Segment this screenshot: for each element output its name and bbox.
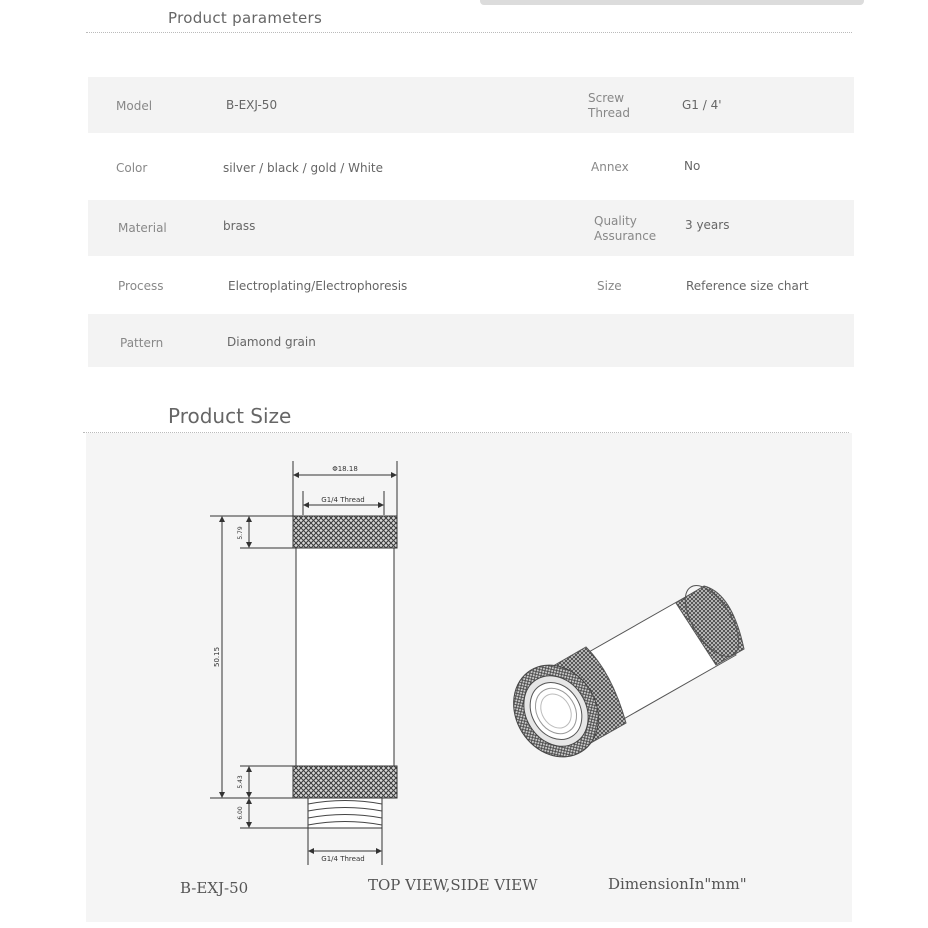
param-label-size: Size	[597, 279, 622, 293]
dim-thread-length: 6.00	[237, 806, 244, 820]
caption-views: TOP VIEW,SIDE VIEW	[368, 876, 538, 894]
param-value-material: brass	[223, 219, 256, 233]
param-value-pattern: Diamond grain	[227, 335, 316, 349]
param-value-quality-assurance: 3 years	[685, 218, 730, 232]
size-diagram	[86, 433, 852, 922]
dim-knurl-bottom: 5.43	[237, 775, 244, 789]
param-label-process: Process	[118, 279, 164, 293]
dim-diameter: Φ18.18	[332, 465, 358, 473]
product-size-heading: Product Size	[168, 404, 292, 428]
param-value-annex: No	[684, 159, 701, 173]
param-value-model: B-EXJ-50	[226, 98, 278, 112]
param-label-screw-thread: Screw Thread	[588, 91, 630, 120]
param-row-pattern	[88, 314, 854, 367]
param-value-color: silver / black / gold / White	[223, 161, 384, 175]
product-3d-view	[497, 577, 750, 773]
param-value-screw-thread: G1 / 4'	[682, 98, 722, 112]
param-label-annex: Annex	[591, 160, 629, 174]
param-row-material	[88, 200, 854, 256]
param-row-model	[88, 77, 854, 133]
param-label-pattern: Pattern	[120, 336, 164, 350]
dim-body-length: 50.15	[213, 646, 221, 668]
dim-thread-top: G1/4 Thread	[321, 496, 365, 504]
divider	[86, 32, 852, 33]
top-edge-bar	[480, 0, 864, 5]
caption-unit: DimensionIn"mm"	[608, 875, 747, 893]
param-row-color	[88, 140, 854, 196]
dim-thread-bottom: G1/4 Thread	[321, 855, 365, 863]
dim-knurl-top: 5.79	[237, 526, 244, 540]
param-label-quality-assurance: Quality Assurance	[594, 214, 657, 243]
param-value-process: Electroplating/Electrophoresis	[228, 279, 408, 293]
param-label-model: Model	[116, 99, 153, 113]
caption-model: B-EXJ-50	[180, 879, 249, 897]
param-label-material: Material	[118, 221, 167, 235]
param-label-color: Color	[116, 161, 148, 175]
product-parameters-heading: Product parameters	[168, 9, 323, 27]
product-size-panel	[86, 433, 852, 922]
param-value-size: Reference size chart	[686, 279, 809, 293]
technical-drawing	[210, 461, 397, 865]
param-row-process	[88, 259, 854, 313]
